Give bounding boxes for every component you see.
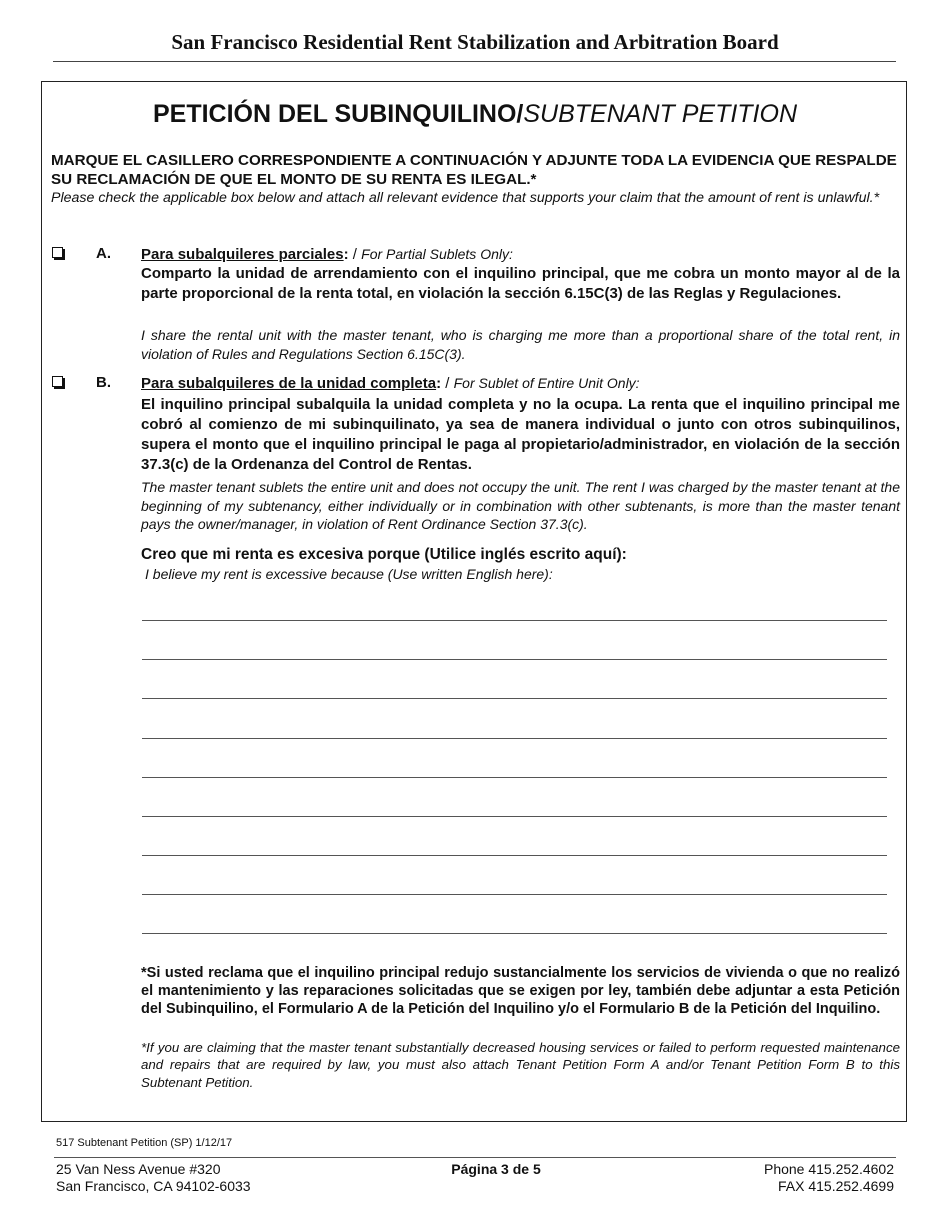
board-name: San Francisco Residential Rent Stabilization and Arbitration Board xyxy=(171,30,779,54)
contact-info xyxy=(764,1161,894,1195)
explanation-line[interactable] xyxy=(142,777,887,778)
explanation-line[interactable] xyxy=(142,816,887,817)
footer-divider xyxy=(54,1157,896,1158)
petition-title-es: PETICIÓN DEL SUBINQUILINO xyxy=(152,100,517,128)
explanation-line[interactable] xyxy=(142,738,887,739)
explanation-line[interactable] xyxy=(142,855,887,856)
header-divider xyxy=(53,61,896,62)
explanation-line[interactable] xyxy=(142,894,887,895)
option-a-body-es: Comparto la unidad de arrendamiento con el inquilino principal, que me cobra un monto mayor al de la parte proporcional de la renta total, en violación la sección 6.15C(3) de las Reglas y Regulaciones. xyxy=(141,265,900,302)
page-number: Página 3 de 5 xyxy=(451,1161,541,1177)
explanation-line[interactable] xyxy=(142,933,887,934)
option-a-heading-en: For Partial Sublets Only: xyxy=(361,246,513,262)
explanation-line[interactable] xyxy=(142,698,887,699)
option-a-letter: A. xyxy=(96,245,111,262)
footnote-es: *Si usted reclama que el inquilino principal redujo sustancialmente los servicios de vivienda o que no realizó el mantenimiento y las reparaciones solicitadas que se exigen por ley, también debe adjuntar a esta Petición del Subinquilino, el Formulario A de la Petición del Inquilino y/o el Formulario B de la Petición del Inquilino. xyxy=(141,965,900,1018)
option-a-heading-es: Para subalquileres parciales xyxy=(141,246,344,263)
option-b-checkbox[interactable] xyxy=(52,376,63,387)
option-b-heading-en: For Sublet of Entire Unit Only: xyxy=(453,375,640,391)
instructions-es: MARQUE EL CASILLERO CORRESPONDIENTE A CONTINUACIÓN Y ADJUNTE TODA LA EVIDENCIA QUE RESPALDE SU RECLAMACIÓN DE QUE EL MONTO DE SU RENTA ES ILEGAL.* xyxy=(51,152,897,188)
form-id: 517 Subtenant Petition (SP) 1/12/17 xyxy=(56,1137,233,1149)
petition-title-en: SUBTENANT PETITION xyxy=(523,100,798,128)
option-b-heading-es: Para subalquileres de la unidad completa xyxy=(141,375,437,392)
option-b-heading-separator: / xyxy=(441,375,454,392)
option-b-letter: B. xyxy=(96,374,111,391)
fax-number: FAX 415.252.4699 xyxy=(778,1178,894,1194)
petition-title xyxy=(0,100,950,129)
option-a-heading-separator: / xyxy=(348,246,362,263)
phone-number: Phone 415.252.4602 xyxy=(763,1161,894,1177)
option-b-body-en: The master tenant sublets the entire unit and does not occupy the unit. The rent I was charged by the master tenant at the beginning of my subtenancy, either individually or in combination with other subtenants, is more than the master tenant pays the owner/manager, in violation of Rent Ordinance Section 37.3(c). xyxy=(141,479,900,532)
option-b-heading-colon: : xyxy=(436,375,442,392)
explanation-label-en: I believe my rent is excessive because (Use written English here): xyxy=(145,566,553,582)
explanation-line[interactable] xyxy=(142,659,887,660)
option-b-heading xyxy=(141,374,901,393)
address-line-2: San Francisco, CA 94102-6033 xyxy=(56,1178,251,1194)
footnote-en: *If you are claiming that the master tenant substantially decreased housing services or failed to perform requested maintenance and repairs that are required by law, you must also attach Tenant Petition Form A and/or Tenant Petition Form B to this Subtenant Petition. xyxy=(141,1040,900,1090)
option-a-heading-colon: : xyxy=(343,246,349,263)
explanation-label-es: Creo que mi renta es excesiva porque (Utilice inglés escrito aquí): xyxy=(141,546,627,563)
option-a-body-en: I share the rental unit with the master tenant, who is charging me more than a proportional share of the total rent, in violation of Rules and Regulations Section 6.15C(3). xyxy=(141,327,900,362)
instructions-en: Please check the applicable box below and attach all relevant evidence that supports your claim that the amount of rent is unlawful.* xyxy=(51,190,880,206)
address-line-1: 25 Van Ness Avenue #320 xyxy=(56,1161,221,1177)
explanation-line[interactable] xyxy=(142,620,887,621)
option-b-body-es: El inquilino principal subalquila la unidad completa y no la ocupa. La renta que el inquilino principal me cobró al comienzo de mi subinquilinato, ya sea de manera individual o junto con otros subinquilinos, supera el monto que el inquilino principal le paga al propietario/administrador, en violación de la sección 37.3(c) de la Ordenanza del Control de Rentas. xyxy=(141,396,900,473)
option-a-checkbox[interactable] xyxy=(52,247,63,258)
petition-title-separator: / xyxy=(516,100,524,128)
option-a-heading xyxy=(141,245,901,264)
